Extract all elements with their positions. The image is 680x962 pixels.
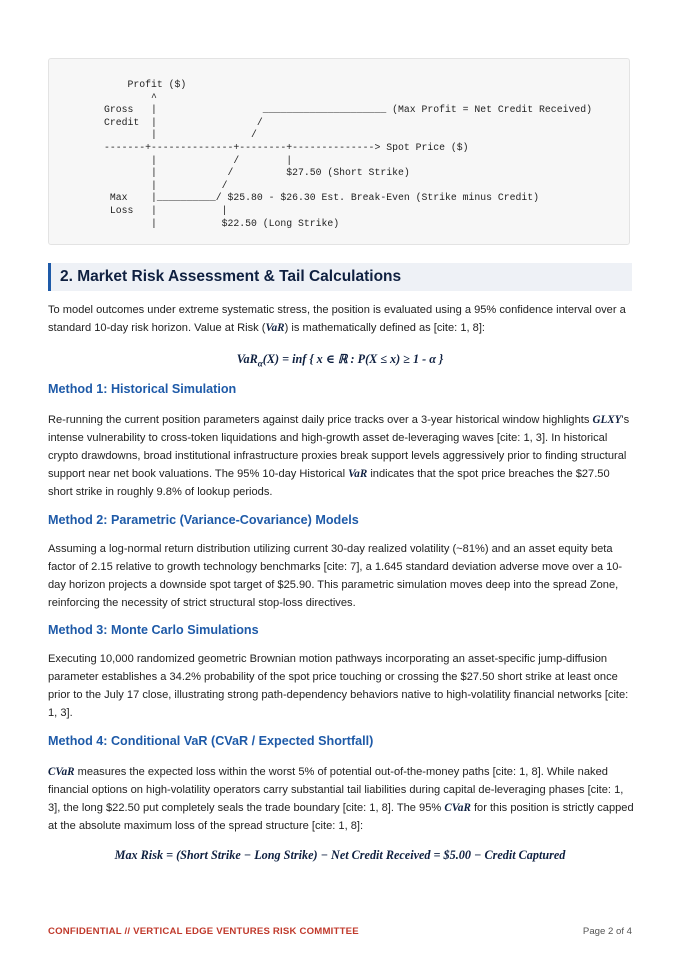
method1-text: Re-running the current position parameters against daily price tracks over a 3-year historical window highlights [48,414,593,426]
method2-paragraph: Assuming a log-normal return distribution utilizing current 30-day realized volatility (~81%) and an asset equity beta factor of 2.15 relative to growth technology benchmarks [cite: 7], a 1.645 standard deviation adverse move over a 10-day horizon projects a downside spot target of $25.90. This parametric simulation moves deep into the spread Zone, reinforcing the necessity of strict structural stop-loss directives. [48,543,623,609]
payoff-diagram [48,58,630,245]
cvar-symbol: CVaR [48,766,75,778]
method3-paragraph: Executing 10,000 randomized geometric Brownian motion pathways incorporating an asset-specific jump-diffusion parameter establishes a 34.2% probability of the spot price touching or crossing the $27.50 short strike at least once prior to the July 17 close, illustrating strong path-dependency behaviors native to high-volatility financial networks [cite: 1, 3]. [48,653,629,719]
ticker-symbol: GLXY [592,414,622,426]
diagram-line: | $22.50 (Long Strike) [104,217,340,229]
diagram-line: Profit ($) [104,79,187,90]
method1-heading: Method 1: Historical Simulation [48,382,237,396]
method1-paragraph [48,412,636,502]
diagram-line: | / [104,179,228,191]
diagram-line: ^ [104,91,157,103]
diagram-line: Max |__________/ $25.80 - $26.30 Est. Break-Even (Strike minus Credit) [104,192,540,204]
var-formula [0,352,680,368]
var-formula-lhs: VaR [236,352,258,366]
diagram-line: | / [104,129,257,141]
diagram-line: Credit | / [104,116,263,128]
method1-text-mid: 's intense vulnerability to cross-token liquidations and high-growth asset de-leveraging waves [cite: 1, 3]. In historical crypto drawdowns, broad institutional infrastructure proxies break support levels aggressively prior to finding structural support near net book valuations. The 95% 10-day Historical [48,414,630,480]
var-formula-rhs: (X) = inf { x ∈ ℝ : P(X ≤ x) ≥ 1 - α } [262,352,444,366]
diagram-line: -------+--------------+--------+--------------> Spot Price ($) [104,141,469,153]
var-symbol: VaR [265,321,285,334]
method4-text-end: for this position is strictly capped at the absolute maximum loss of the spread structure [cite: 1, 8]: [48,801,634,832]
diagram-line: Loss | | [104,204,228,216]
cvar-symbol: CVaR [444,801,471,814]
method3-heading: Method 3: Monte Carlo Simulations [48,623,259,637]
diagram-line: | / | [104,154,293,166]
var-formula-alpha: α [257,358,263,369]
diagram-line: Gross | _____________________ (Max Profit = Net Credit Received) [104,104,592,116]
method4-paragraph [48,764,636,836]
section-heading: 2. Market Risk Assessment & Tail Calculations [48,263,632,291]
method4-heading: Method 4: Conditional VaR (CVaR / Expected Shortfall) [48,734,374,748]
var-symbol: VaR [348,467,368,480]
max-risk-formula: Max Risk = (Short Strike − Long Strike) − Net Credit Received = $5.00 − Credit Captured [114,848,566,862]
footer-confidential: CONFIDENTIAL // VERTICAL EDGE VENTURES RISK COMMITTEE [48,926,359,937]
method2-heading: Method 2: Parametric (Variance-Covariance) Models [48,513,359,527]
diagram-line: | / $27.50 (Short Strike) [104,167,410,179]
method1-text-end: indicates that the spot price breaches the $27.50 short strike in roughly 9.8% of lookup periods. [48,467,610,498]
intro-text: To model outcomes under extreme systematic stress, the position is evaluated using a 95% confidence interval over a standard 10-day risk horizon. Value at Risk ( [48,304,626,334]
intro-text-end: ) is mathematically defined as [cite: 1, 8]: [284,321,485,334]
intro-paragraph [48,302,636,338]
method4-text: measures the expected loss within the worst 5% of potential out-of-the-money paths [cite: 1, 8]. While naked financial options on high-volatility operators carry substantial tail liabilities during capital de-leveraging phases [cite: 1, 3], the long $22.50 put completely seals the trade boundary [cite: 1, 8]. The 95% [48,766,624,814]
payoff-diagram-ascii [49,59,629,230]
page-number: Page 2 of 4 [582,926,632,937]
